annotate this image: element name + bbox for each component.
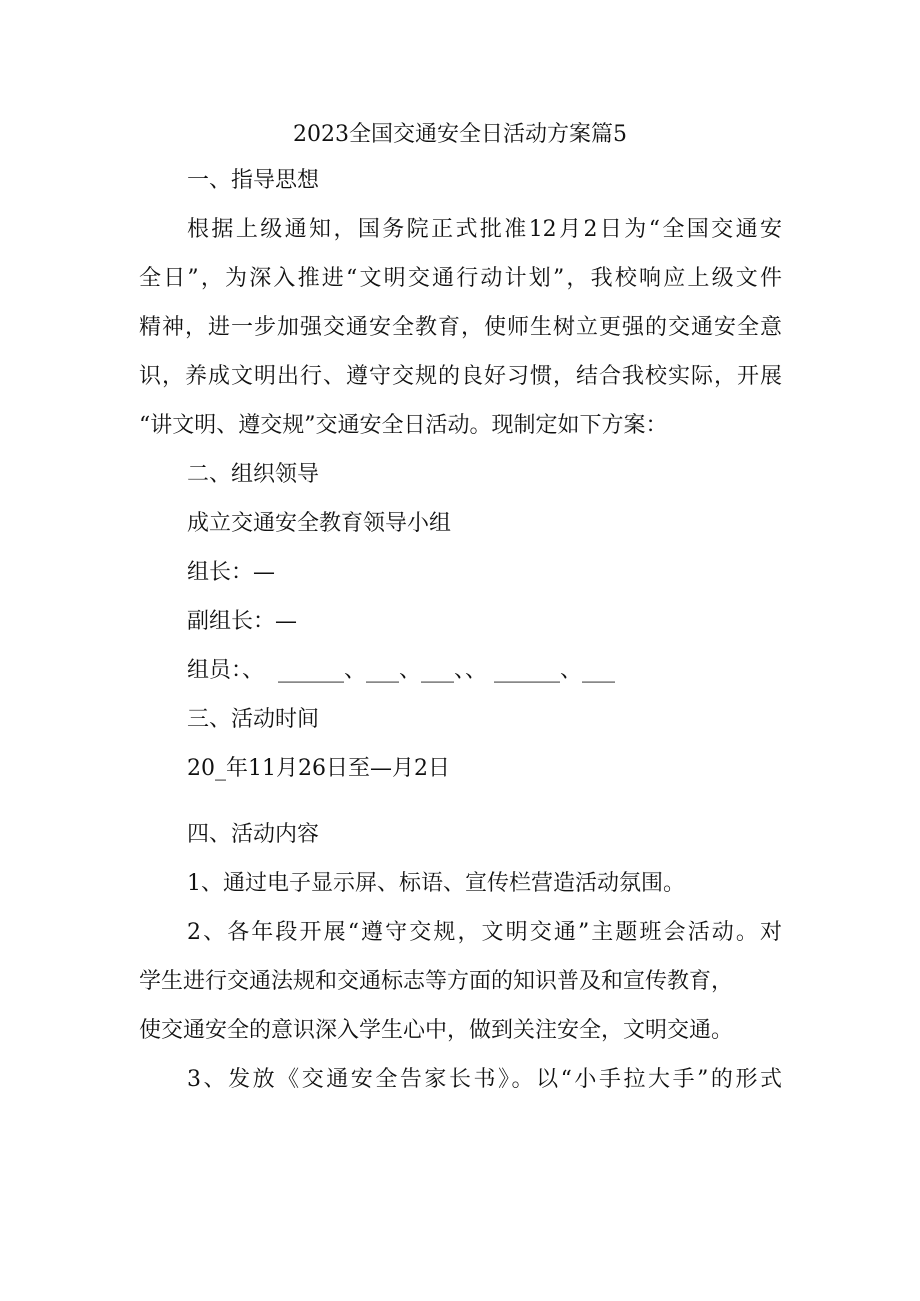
paragraph-line: “讲文明、遵交规”交通安全日活动。现制定如下方案： — [139, 413, 668, 438]
paragraph-line: 根据上级通知，国务院正式批准12月2日为“全国交通安 — [187, 217, 782, 242]
content-item-2-line: 使交通安全的意识深入学生心中，做到关注安全，文明交通。 — [139, 1018, 734, 1043]
document-title: 2023全国交通安全日活动方案篇5 — [293, 122, 627, 147]
paragraph-line: 识，养成文明出行、遵守交规的良好习惯，结合我校实际，开展 — [139, 364, 782, 389]
paragraph-line: 精神，进一步加强交通安全教育，使师生树立更强的交通安全意 — [139, 315, 782, 340]
group-members: 组员：、 ______、___、___、、 ______、___ — [187, 658, 615, 683]
paragraph-line: 全日”，为深入推进“文明交通行动计划”，我校响应上级文件 — [139, 266, 782, 291]
heading-guiding-thought: 一、指导思想 — [187, 168, 320, 193]
heading-organization: 二、组织领导 — [187, 462, 320, 487]
heading-activity-time: 三、活动时间 — [187, 707, 320, 732]
content-item-3: 3、发放《交通安全告家长书》。以“小手拉大手”的形式 — [187, 1067, 782, 1092]
content-item-1: 1、通过电子显示屏、标语、宣传栏营造活动氛围。 — [187, 871, 685, 896]
heading-activity-content: 四、活动内容 — [187, 822, 320, 847]
vice-group-leader: 副组长：— — [187, 609, 298, 634]
activity-time: 20_年11月26日至—月2日 — [187, 756, 450, 781]
group-title: 成立交通安全教育领导小组 — [187, 511, 452, 536]
group-leader: 组长：— — [187, 560, 276, 585]
content-item-2-line: 2、各年段开展“遵守交规，文明交通”主题班会活动。对 — [187, 920, 782, 945]
content-item-2-line: 学生进行交通法规和交通标志等方面的知识普及和宣传教育， — [139, 969, 734, 994]
